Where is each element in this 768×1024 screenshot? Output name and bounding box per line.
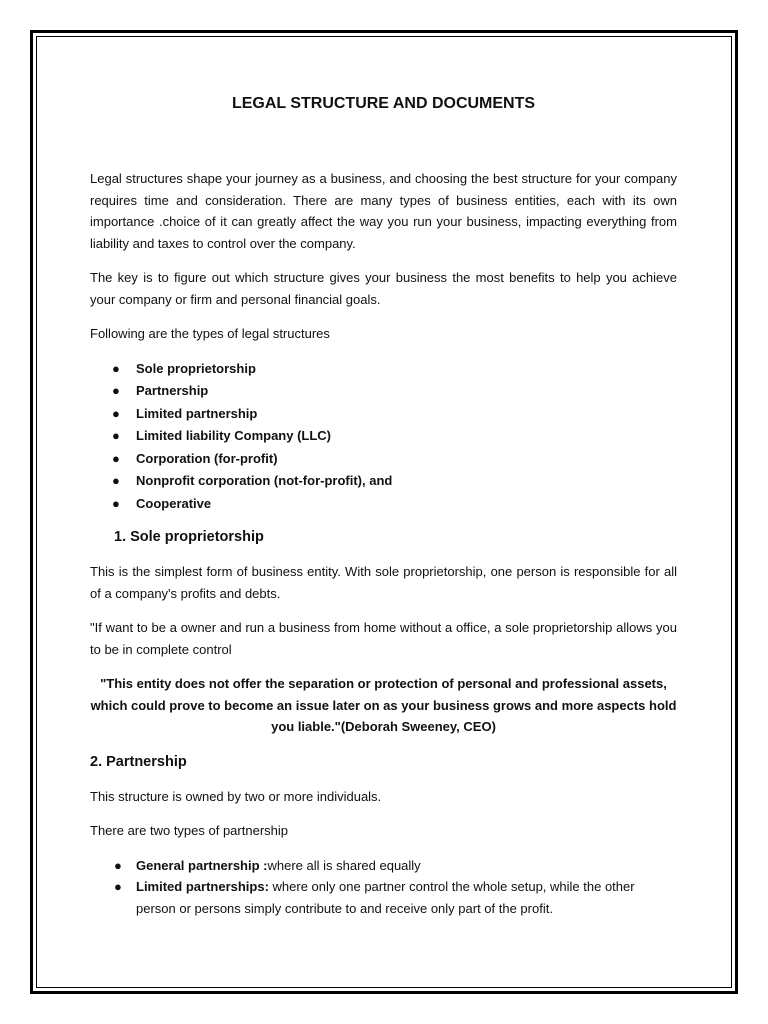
sole-proprietorship-quote: "This entity does not offer the separation or protection of personal and professional assets, which could prove to become an issue later on as your business grows and more aspects hold you liable."(Deborah Sweeney, CEO) — [90, 676, 677, 734]
list-item — [90, 448, 677, 471]
section-heading-sole-proprietorship: 1. Sole proprietorship — [114, 529, 264, 545]
types-lead: Following are the types of legal structures — [90, 326, 330, 341]
bullet-icon: ● — [112, 450, 120, 466]
bullet-icon: ● — [114, 857, 122, 873]
partnership-types-list — [90, 855, 677, 920]
list-item-label: Sole proprietorship — [136, 360, 256, 376]
list-item — [90, 358, 677, 381]
list-item-term: Limited partnerships: — [136, 879, 269, 894]
sole-proprietorship-paragraph: This is the simplest form of business entity. With sole proprietorship, one person is responsible for all of a company's profits and debts. — [90, 564, 677, 601]
list-item — [90, 380, 677, 403]
list-item — [90, 493, 677, 516]
bullet-icon: ● — [112, 428, 120, 443]
sole-proprietorship-paragraph-2: "If want to be a owner and run a business from home without a office, a sole proprietorship allows you to be in complete control — [90, 620, 677, 657]
list-item-label: Limited liability Company (LLC) — [136, 428, 332, 443]
bullet-icon: ● — [112, 495, 120, 511]
partnership-paragraph: This structure is owned by two or more individuals. — [90, 788, 382, 804]
list-item — [90, 855, 677, 877]
legal-structure-types-list — [90, 358, 677, 516]
bullet-icon: ● — [112, 405, 120, 421]
list-item-label: Corporation (for-profit) — [136, 450, 278, 466]
section-heading-partnership: 2. Partnership — [90, 753, 187, 770]
document-content — [90, 92, 677, 919]
list-item-term: General partnership : — [136, 857, 268, 873]
bullet-icon: ● — [114, 879, 122, 894]
bullet-icon: ● — [112, 360, 120, 376]
list-item — [90, 425, 677, 448]
list-item — [90, 470, 677, 493]
list-item-label: Partnership — [136, 383, 209, 398]
intro-paragraph: Legal structures shape your journey as a business, and choosing the best structure for your company requires time and consideration. There are many types of business entities, each with its own importance .choice of it can greatly affect the way you run your business, impacting everything from liability and taxes to control over the company. — [90, 171, 677, 251]
list-item-text: where only one partner control the whole setup, while the other person or persons simply contribute to and receive only part of the profit. — [136, 879, 635, 916]
list-item — [90, 876, 677, 919]
document-title: LEGAL STRUCTURE AND DOCUMENTS — [231, 95, 536, 112]
partnership-types-lead: There are two types of partnership — [90, 823, 288, 838]
list-item — [90, 403, 677, 426]
list-item-label: Limited partnership — [136, 405, 258, 421]
list-item-text: where all is shared equally — [267, 857, 421, 873]
bullet-icon: ● — [112, 383, 120, 398]
bullet-icon: ● — [112, 473, 120, 488]
list-item-label: Nonprofit corporation (not-for-profit), and — [136, 473, 393, 488]
key-paragraph: The key is to figure out which structure gives your business the most benefits to help you achieve your company or firm and personal financial goals. — [90, 270, 677, 307]
list-item-label: Cooperative — [136, 495, 212, 511]
